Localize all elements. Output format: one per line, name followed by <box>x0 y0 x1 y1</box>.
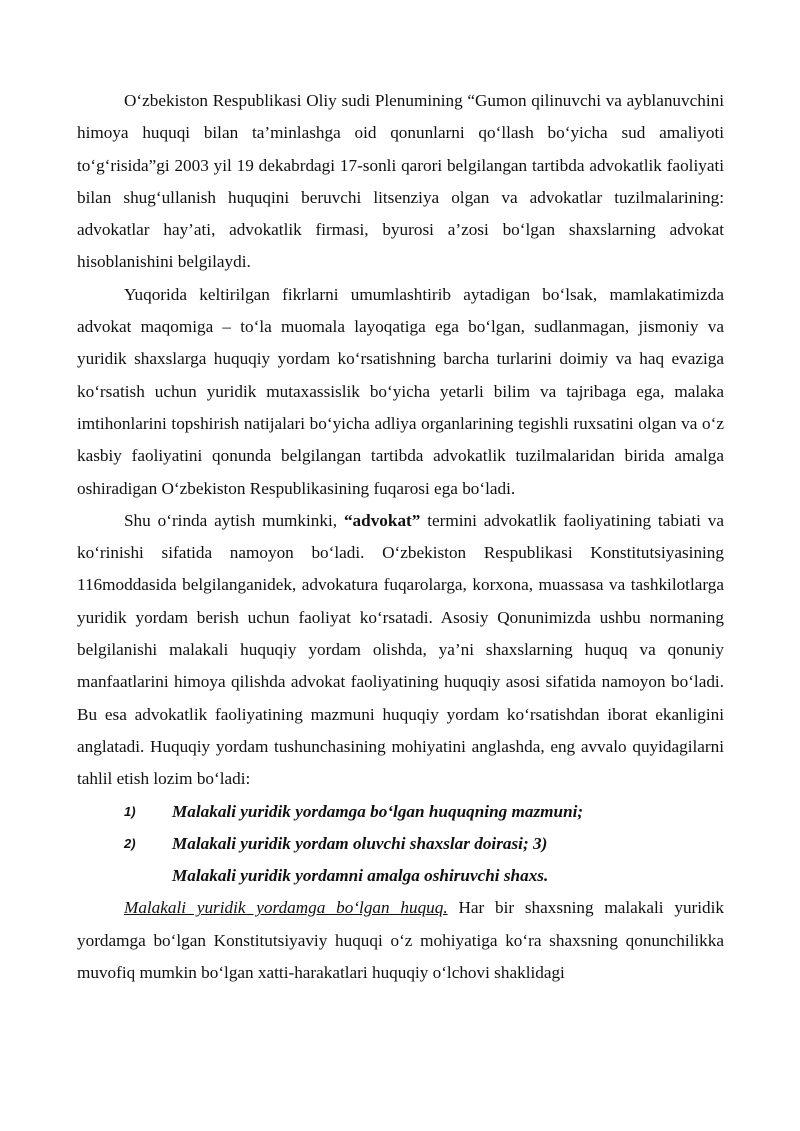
list-item-number: 2) <box>124 835 136 851</box>
term-advokat: “advokat” <box>343 510 421 530</box>
list-item-continuation: Malakali yuridik yordamni amalga oshiruvchi shaxs. <box>172 866 549 886</box>
paragraph-3 <box>77 505 724 796</box>
list-item <box>77 828 724 860</box>
list-item-text: Malakali yuridik yordamga bo‘lgan huquqning mazmuni; <box>172 801 584 821</box>
paragraph-4-rest: Har bir shaxsning malakali yuridik yordamga bo‘lgan Konstitutsiyaviy huquqi o‘z mohiyatiga ko‘ra shaxsning qonunchilikka muvofiq mumkin bo‘lgan xatti-harakatlari huquqiy o‘lchovi shaklidagi <box>77 898 724 983</box>
paragraph-3-rest: termini advokatlik faoliyatining tabiati va ko‘rinishi sifatida namoyon bo‘ladi. O‘zbekiston Respublikasi Konstitutsiyasining 116moddasida belgilanganidek, advokatura fuqarolarga, korxona, muassasa va tashkilotlarga yuridik yordam berish uchun faoliyat ko‘rsatadi. Asosiy Qonunimizda ushbu normaning belgilanishi malakali huquqiy yordam olishda, ya’ni shaxslarning huquq va qonuniy manfaatlarini himoya qilishda advokat faoliyatining huquqiy asosi sifatida namoyon bo‘ladi. Bu esa advokatlik faoliyatining mazmuni huquqiy yordam ko‘rsatishdan iborat ekanligini anglatadi. Huquqiy yordam tushunchasining mohiyatini anglashda, eng avvalo quyidagilarni tahlil etish lozim bo‘ladi: <box>77 510 724 789</box>
list-item <box>77 796 724 828</box>
paragraph-2: Yuqorida keltirilgan fikrlarni umumlashtirib aytadigan bo‘lsak, mamlakatimizda advokat maqomiga – to‘la muomala layoqatiga ega bo‘lgan, sudlanmagan, jismoniy va yuridik shaxslarga huquqiy yordam ko‘rsatishning barcha turlarini doimiy va haq evaziga ko‘rsatish uchun yuridik mutaxassislik bo‘yicha yetarli bilim va tajribaga ega, malaka imtihonlarini topshirish natijalari bo‘yicha adliya organlarining tegishli ruxsatini olgan va o‘z kasbiy faoliyatini qonunda belgilangan tartibda advokatlik tuzilmalaridan birida amalga oshiradigan O‘zbekiston Respublikasining fuqarosi ega bo‘ladi. <box>77 284 724 498</box>
list-item-number: 1) <box>124 803 136 819</box>
paragraph-4 <box>77 892 724 989</box>
paragraph-1: O‘zbekiston Respublikasi Oliy sudi Plenumining “Gumon qilinuvchi va ayblanuvchini himoya huquqi bilan ta’minlashga oid qonunlarni qo‘llash bo‘yicha sud amaliyoti to‘g‘risida”gi 2003 yil 19 dekabrdagi 17-sonli qarori belgilangan tartibda advokatlik faoliyati bilan shug‘ullanish huquqini beruvchi litsenziya olgan va advokatlar tuzilmalarining: advokatlar hay’ati, advokatlik firmasi, byurosi a’zosi bo‘lgan shaxslarning advokat hisoblanishini belgilaydi. <box>77 91 724 272</box>
list-item-text: Malakali yuridik yordam oluvchi shaxslar doirasi; 3) <box>172 833 548 853</box>
section-heading-underlined: Malakali yuridik yordamga bo‘lgan huquq. <box>124 898 448 918</box>
paragraph-3-start: Shu o‘rinda aytish mumkinki, <box>124 510 344 530</box>
numbered-list <box>77 796 724 893</box>
